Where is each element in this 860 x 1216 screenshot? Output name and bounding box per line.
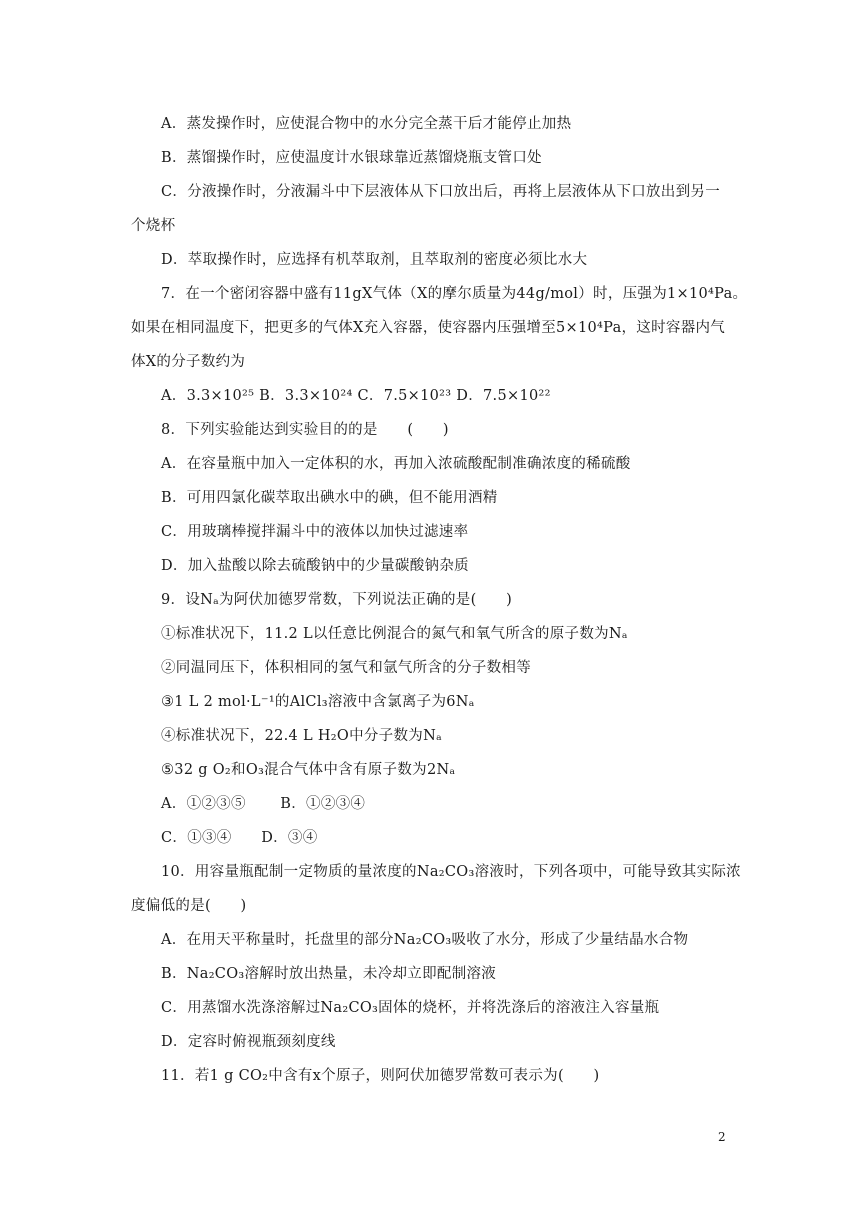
option-d-line: D．萃取操作时，应选择有机萃取剂，且萃取剂的密度必须比水大 bbox=[161, 252, 588, 268]
question-9-statement-4: ④标准状况下，22.4 L H₂O中分子数为Nₐ bbox=[161, 728, 442, 744]
question-9-options-ab: A．①②③⑤ B．①②③④ bbox=[161, 796, 366, 812]
option-c-line: C．分液操作时，分液漏斗中下层液体从下口放出后，再将上层液体从下口放出到另一 bbox=[161, 184, 720, 200]
question-8-option-a: A．在容量瓶中加入一定体积的水，再加入浓硫酸配制准确浓度的稀硫酸 bbox=[161, 456, 631, 472]
question-9-options-cd: C．①③④ D．③④ bbox=[161, 830, 318, 846]
question-9-statement-2: ②同温同压下，体积相同的氢气和氩气所含的分子数相等 bbox=[161, 660, 531, 676]
question-10-option-b: B．Na₂CO₃溶解时放出热量，未冷却立即配制溶液 bbox=[161, 966, 497, 982]
question-7-options: A．3.3×10²⁵ B．3.3×10²⁴ C．7.5×10²³ D．7.5×10²² bbox=[161, 388, 551, 404]
question-10-option-a: A．在用天平称量时，托盘里的部分Na₂CO₃吸收了水分，形成了少量结晶水合物 bbox=[161, 932, 689, 948]
question-7-line-1: 7．在一个密闭容器中盛有11gX气体（X的摩尔质量为44g/mol）时，压强为1×10⁴Pa。 bbox=[161, 286, 748, 302]
question-10-option-d: D．定容时俯视瓶颈刻度线 bbox=[161, 1034, 336, 1050]
question-8-stem: 8．下列实验能达到实验目的的是 ( ) bbox=[161, 422, 449, 438]
question-9-statement-3: ③1 L 2 mol·L⁻¹的AlCl₃溶液中含氯离子为6Nₐ bbox=[161, 694, 475, 710]
question-11-stem: 11．若1 g CO₂中含有x个原子，则阿伏加德罗常数可表示为( ) bbox=[161, 1068, 600, 1084]
question-10-stem-1: 10．用容量瓶配制一定物质的量浓度的Na₂CO₃溶液时，下列各项中，可能导致其实际浓 bbox=[161, 864, 741, 880]
question-10-stem-2: 度偏低的是( ) bbox=[131, 898, 247, 914]
question-9-statement-5: ⑤32 g O₂和O₃混合气体中含有原子数为2Nₐ bbox=[161, 762, 456, 778]
question-8-option-b: B．可用四氯化碳萃取出碘水中的碘，但不能用酒精 bbox=[161, 490, 498, 506]
question-9-stem: 9．设Nₐ为阿伏加德罗常数，下列说法正确的是( ) bbox=[161, 592, 513, 608]
question-9-statement-1: ①标准状况下，11.2 L以任意比例混合的氮气和氧气所含的原子数为Nₐ bbox=[161, 626, 628, 642]
option-c-continued: 个烧杯 bbox=[131, 218, 176, 234]
option-b-line: B．蒸馏操作时，应使温度计水银球靠近蒸馏烧瓶支管口处 bbox=[161, 150, 542, 166]
question-8-option-c: C．用玻璃棒搅拌漏斗中的液体以加快过滤速率 bbox=[161, 524, 469, 540]
page-number: 2 bbox=[718, 1130, 726, 1144]
option-a-line: A．蒸发操作时，应使混合物中的水分完全蒸干后才能停止加热 bbox=[161, 116, 572, 132]
question-7-line-3: 体X的分子数约为 bbox=[131, 354, 246, 370]
question-8-option-d: D．加入盐酸以除去硫酸钠中的少量碳酸钠杂质 bbox=[161, 558, 469, 574]
question-7-line-2: 如果在相同温度下，把更多的气体X充入容器，使容器内压强增至5×10⁴Pa，这时容器内气 bbox=[131, 320, 726, 336]
question-10-option-c: C．用蒸馏水洗涤溶解过Na₂CO₃固体的烧杯，并将洗涤后的溶液注入容量瓶 bbox=[161, 1000, 660, 1016]
